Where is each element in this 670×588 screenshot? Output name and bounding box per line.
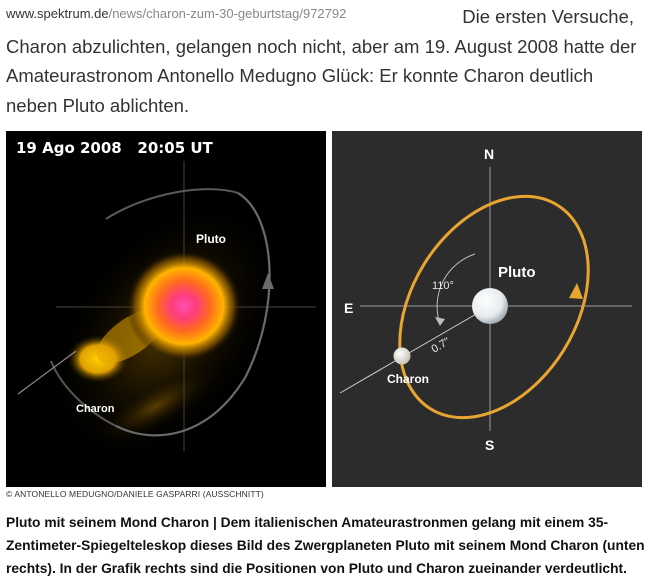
intro-text: Charon abzulichten, gelangen noch nicht, aber am 19. August 2008 hatte der Amateurastronom Antonello Medugno Glück: Er konnte Charon deutlich neben Pluto ablichten. [6,35,637,116]
pluto-sphere [472,288,508,324]
url-path: /news/charon-zum-30-geburtstag/972792 [108,6,347,21]
angle-label: 110° [432,280,454,292]
photo-timestamp: 19 Ago 2008 20:05 UT [16,139,213,157]
diagram-charon-label: Charon [387,372,429,386]
separation-label: 0.7" [429,335,453,356]
pluto-glow [126,250,242,362]
image-caption: Pluto mit seinem Mond Charon | Dem italienischen Amateurastronmen gelang mit einem 35-Zentimeter-Spiegelteleskop dieses Bild des Zwergplaneten Pluto mit seinem Mond Charon (unten rechts). In der Grafik rechts sind die Positionen von Pluto und Charon zueinander verdeutlicht. [6,515,645,576]
image-credit: © ANTONELLO MEDUGNO/DANIELE GASPARRI (AUSSCHNITT) [6,489,264,499]
charon-sphere [394,348,411,365]
orbit-diagram [332,131,642,487]
url-watermark [6,6,346,21]
east-label: E [344,300,354,316]
intro-lead: Die ersten Versuche, [462,6,634,27]
photo-pluto-label: Pluto [196,232,226,246]
north-label: N [484,146,495,162]
url-host: www.spektrum.de [6,6,109,21]
diagram-pluto-label: Pluto [498,264,536,281]
telescope-photo [6,131,326,487]
south-label: S [485,437,495,453]
photo-charon-label: Charon [76,403,115,415]
